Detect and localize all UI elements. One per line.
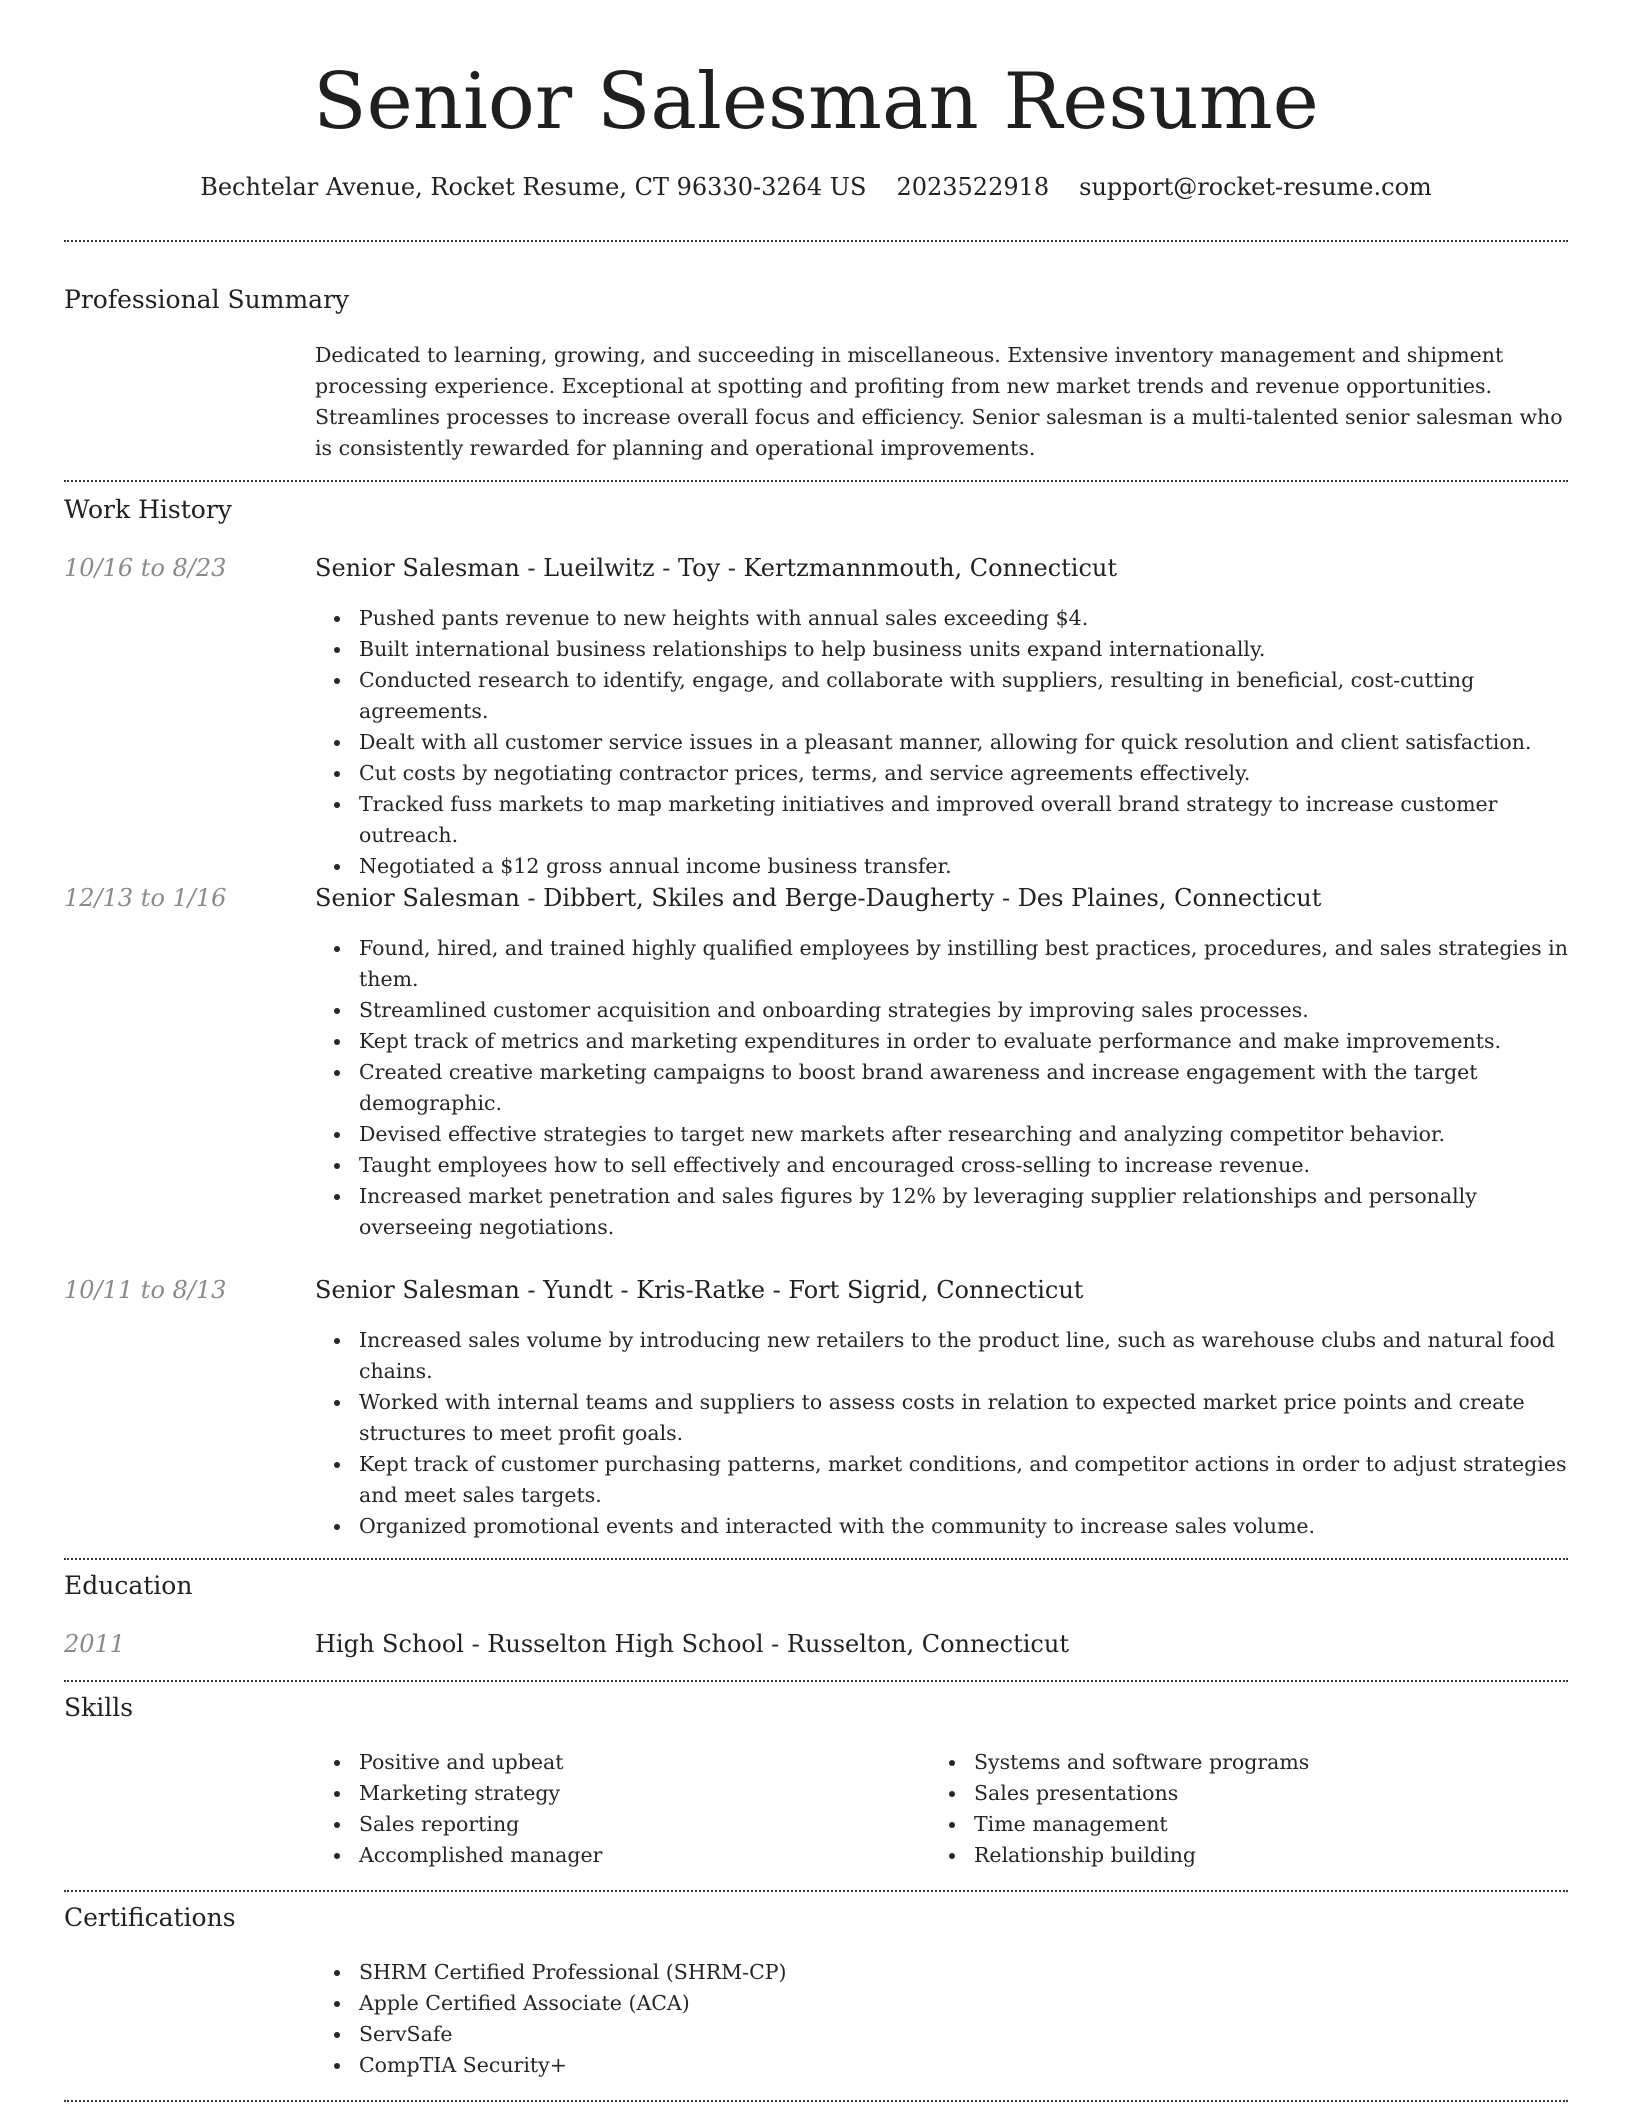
- list-item: Apple Certified Associate (ACA): [359, 1988, 1568, 2019]
- list-item: SHRM Certified Professional (SHRM-CP): [359, 1957, 1568, 1988]
- list-item: Sales presentations: [974, 1778, 1494, 1809]
- section-divider: [64, 1890, 1568, 1892]
- list-item: Kept track of metrics and marketing expenditures in order to evaluate performance and make improvements.: [359, 1026, 1568, 1057]
- section-divider: [64, 240, 1568, 242]
- job-dates: 10/16 to 8/23: [64, 554, 227, 582]
- list-item: Pushed pants revenue to new heights with annual sales exceeding $4.: [359, 603, 1568, 634]
- list-item: Relationship building: [974, 1840, 1494, 1871]
- list-item: Devised effective strategies to target new markets after researching and analyzing competitor behavior.: [359, 1119, 1568, 1150]
- resume-title: Senior Salesman Resume: [313, 57, 1319, 147]
- list-item: Sales reporting: [359, 1809, 879, 1840]
- section-divider: [64, 1558, 1568, 1560]
- list-item: Marketing strategy: [359, 1778, 879, 1809]
- job-bullets: [315, 933, 1568, 1243]
- list-item: Found, hired, and trained highly qualified employees by instilling best practices, procedures, and sales strategies in them.: [359, 933, 1568, 995]
- list-item: Accomplished manager: [359, 1840, 879, 1871]
- section-divider: [64, 1680, 1568, 1682]
- list-item: ServSafe: [359, 2019, 1568, 2050]
- contact-email[interactable]: support@rocket-resume.com: [1079, 173, 1432, 201]
- list-item: Tracked fuss markets to map marketing initiatives and improved overall brand strategy to increase customer outreach.: [359, 789, 1568, 851]
- list-item: Taught employees how to sell effectively and encouraged cross-selling to increase revenue.: [359, 1150, 1568, 1181]
- list-item: Kept track of customer purchasing patterns, market conditions, and competitor actions in order to adjust strategies and meet sales targets.: [359, 1449, 1568, 1511]
- list-item: Worked with internal teams and suppliers to assess costs in relation to expected market price points and create structures to meet profit goals.: [359, 1387, 1568, 1449]
- job-heading: Senior Salesman - Dibbert, Skiles and Berge-Daugherty - Des Plaines, Connecticut: [315, 884, 1322, 912]
- job-dates: 10/11 to 8/13: [64, 1276, 227, 1304]
- job-bullets: [315, 1325, 1568, 1542]
- job-heading: Senior Salesman - Yundt - Kris-Ratke - Fort Sigrid, Connecticut: [315, 1276, 1084, 1304]
- section-divider: [64, 2100, 1568, 2102]
- job-dates: 12/13 to 1/16: [64, 884, 227, 912]
- list-item: Positive and upbeat: [359, 1747, 879, 1778]
- summary-heading: Professional Summary: [64, 285, 350, 314]
- skills-list-right: [930, 1747, 1494, 1871]
- education-year: 2011: [64, 1630, 126, 1658]
- list-item: Increased sales volume by introducing new retailers to the product line, such as warehouse clubs and natural food chains.: [359, 1325, 1568, 1387]
- skills-heading: Skills: [64, 1693, 134, 1722]
- job-bullets: [315, 603, 1568, 882]
- list-item: Dealt with all customer service issues in a pleasant manner, allowing for quick resolution and client satisfaction.: [359, 727, 1568, 758]
- list-item: Conducted research to identify, engage, and collaborate with suppliers, resulting in beneficial, cost-cutting agreements.: [359, 665, 1568, 727]
- skills-list-left: [315, 1747, 879, 1871]
- certifications-list: [315, 1957, 1568, 2081]
- contact-address: Bechtelar Avenue, Rocket Resume, CT 96330-3264 US: [200, 173, 867, 201]
- list-item: Streamlined customer acquisition and onboarding strategies by improving sales processes.: [359, 995, 1568, 1026]
- education-heading: Education: [64, 1571, 193, 1600]
- work-history-heading: Work History: [64, 495, 232, 524]
- section-divider: [64, 480, 1568, 482]
- list-item: Built international business relationships to help business units expand internationally.: [359, 634, 1568, 665]
- list-item: Increased market penetration and sales figures by 12% by leveraging supplier relationships and personally overseeing negotiations.: [359, 1181, 1568, 1243]
- certifications-heading: Certifications: [64, 1903, 236, 1932]
- contact-phone: 2023522918: [896, 173, 1050, 201]
- list-item: Systems and software programs: [974, 1747, 1494, 1778]
- education-heading-line: High School - Russelton High School - Russelton, Connecticut: [315, 1630, 1069, 1658]
- list-item: CompTIA Security+: [359, 2050, 1568, 2081]
- list-item: Cut costs by negotiating contractor prices, terms, and service agreements effectively.: [359, 758, 1568, 789]
- summary-text: Dedicated to learning, growing, and succeeding in miscellaneous. Extensive inventory management and shipment processing experience. Exceptional at spotting and profiting from new market trends and revenue opportunities. Streamlines processes to increase overall focus and efficiency. Senior salesman is a multi-talented senior salesman who is consistently rewarded for planning and operational improvements.: [315, 343, 1563, 460]
- list-item: Created creative marketing campaigns to boost brand awareness and increase engagement with the target demographic.: [359, 1057, 1568, 1119]
- list-item: Organized promotional events and interacted with the community to increase sales volume.: [359, 1511, 1568, 1542]
- contact-line: [64, 170, 1568, 204]
- job-heading: Senior Salesman - Lueilwitz - Toy - Kertzmannmouth, Connecticut: [315, 554, 1117, 582]
- list-item: Time management: [974, 1809, 1494, 1840]
- list-item: Negotiated a $12 gross annual income business transfer.: [359, 851, 1568, 882]
